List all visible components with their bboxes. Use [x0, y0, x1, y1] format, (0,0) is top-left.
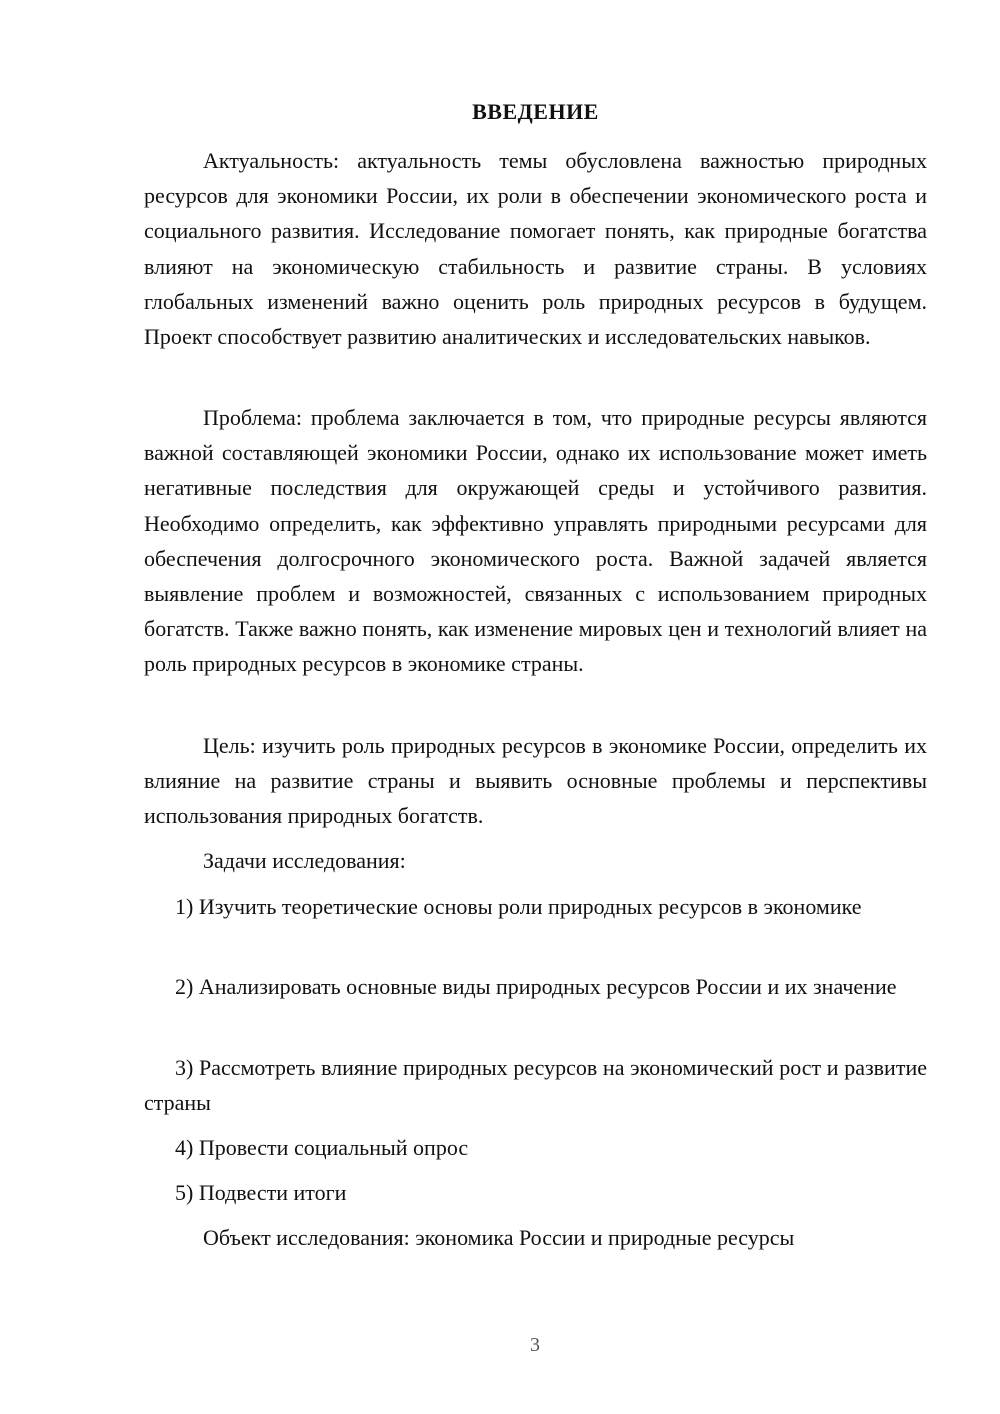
page-title: ВВЕДЕНИЕ	[472, 99, 599, 124]
goal-paragraph: Цель: изучить роль природных ресурсов в экономике России, определить их влияние на развитие страны и выявить основные проблемы и перспективы использования природных богатств.	[144, 733, 927, 829]
object-paragraph: Объект исследования: экономика России и природные ресурсы	[203, 1225, 795, 1250]
page-number: 3	[530, 1334, 540, 1356]
task-item-5: 5) Подвести итоги	[175, 1180, 347, 1205]
task-item-1: 1) Изучить теоретические основы роли природных ресурсов в экономике	[175, 894, 862, 919]
relevance-paragraph: Актуальность: актуальность темы обусловлена важностью природных ресурсов для экономики России, их роли в обеспечении экономического роста и социального развития. Исследование помогает понять, как природные богатства влияют на экономическую стабильность и развитие страны. В условиях глобальных изменений важно оценить роль природных ресурсов в будущем. Проект способствует развитию аналитических и исследовательских навыков.	[144, 148, 927, 350]
problem-paragraph: Проблема: проблема заключается в том, что природные ресурсы являются важной составляющей экономики России, однако их использование может иметь негативные последствия для окружающей среды и устойчивого развития. Необходимо определить, как эффективно управлять природными ресурсами для обеспечения долгосрочного экономического роста. Важной задачей является выявление проблем и возможностей, связанных с использованием природных богатств. Также важно понять, как изменение мировых цен и технологий влияет на роль природных ресурсов в экономике страны.	[144, 405, 927, 677]
task-item-2: 2) Анализировать основные виды природных ресурсов России и их значение	[175, 974, 897, 999]
task-item-3: 3) Рассмотреть влияние природных ресурсов на экономический рост и развитие страны	[144, 1055, 927, 1116]
tasks-heading: Задачи исследования:	[203, 848, 406, 873]
task-item-4: 4) Провести социальный опрос	[175, 1135, 469, 1160]
